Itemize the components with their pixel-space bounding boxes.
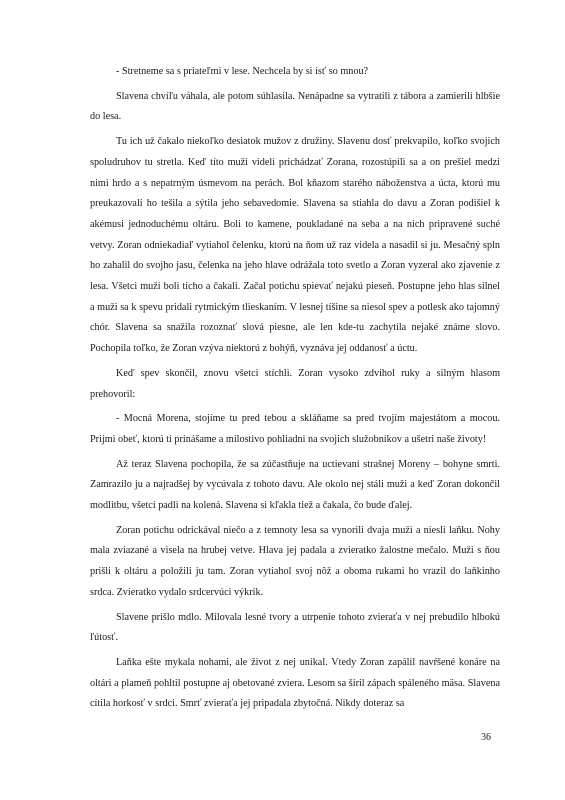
paragraph: - Stretneme sa s priateľmi v lese. Nechcela by si ísť so mnou? — [116, 66, 369, 77]
paragraph: Keď spev skončil, znovu všetci stíchli. Zoran vysoko zdvihol ruky a silným hlasom prehovoril: — [90, 367, 500, 400]
paragraph: Slavene prišlo mdlo. Milovala lesné tvory a utrpenie tohoto zvieraťa v nej prebudilo hlbokú ľútosť. — [90, 611, 500, 644]
paragraph: Laňka ešte mykala nohami, ale život z nej unikal. Vtedy Zoran zapálil navŕšené konáre na oltári a plameň pohltil postupne aj obetované zviera. Lesom sa šíril zápach spáleného mäsa. Slavena cítila horkosť v srdci. Smrť zvieraťa jej pripadala zbytočná. Nikdy doteraz sa — [90, 656, 500, 710]
paragraph: Slavena chvíľu váhala, ale potom súhlasila. Nenápadne sa vytratili z tábora a zamierili hlbšie do lesa. — [90, 90, 500, 123]
page-body — [90, 62, 500, 719]
paragraph: Až teraz Slavena pochopila, že sa zúčastňuje na uctievaní strašnej Moreny – bohyne smrti. Zamrazilo ju a najradšej by vycúvala z tohoto davu. Ale okolo nej stáli muži a keď Zoran dokončil modlitbu, všetci padli na kolená. Slavena si kľakla tiež a čakala, čo bude ďalej. — [90, 458, 500, 512]
paragraph: - Mocná Morena, stojíme tu pred tebou a skláňame sa pred tvojím majestátom a mocou. Prijmi obeť, ktorú ti prinášame a milostivo pohliadni na svojich služobníkov a ušetri naše životy! — [90, 413, 500, 445]
page-number: 36 — [481, 732, 491, 743]
paragraph: Zoran potichu odrickával niečo a z temnoty lesa sa vynorili dvaja muži a niesli laňku. Nohy mala zviazané a visela na hrubej vetve. Hlava jej padala a zvieratko žalostne mečalo. Muži s ňou prišli k oltáru a položili ju tam. Zoran vytiahol svoj nôž a oboma rukami ho vrazil do laňkinho srdca. Zvieratko vydalo srdcervúci výkrik. — [90, 524, 500, 598]
paragraph: Tu ich už čakalo niekoľko desiatok mužov z družiny. Slavenu dosť prekvapilo, koľko svojich spoludruhov tu stretla. Keď títo muži videli prichádzať Zorana, rozostúpili sa a on prešiel medzi nimi hrdo a s nepatrným úsmevom na perách. Bol kňazom starého náboženstva a úcta, ktorú mu preukazovali ho tešila a sýtila jeho sebavedomie. Slavena sa stiahla do davu a Zoran podišiel k akémusi jednoduchému oltáru. Boli to kamene, poukladané na seba a na nich pripravené suché vetvy. Zoran odniekadiaľ vytiahol čelenku, ktorú na ňom už raz videla a nasadil si ju. Mesačný spln ho zahalil do svojho jasu, čelenka na jeho hlave odrážala toto svetlo a Zoran vyzeral ako zjavenie z lesa. Všetci muži boli ticho a čakali. Začal potichu spievať nejakú pieseň. Postupne jeho hlas silnel a muži sa k spevu pridali rytmickým tlieskaním. V lesnej tíšine sa niesol spev a potlesk ako tajomný chór. Slavena sa snažila rozoznať slová piesne, ale len kde-tu zachytila nejaké známe slovo. Pochopila toľko, že Zoran vzýva niektorú z bohýň, vyznáva jej oddanosť a úctu. — [90, 136, 500, 355]
